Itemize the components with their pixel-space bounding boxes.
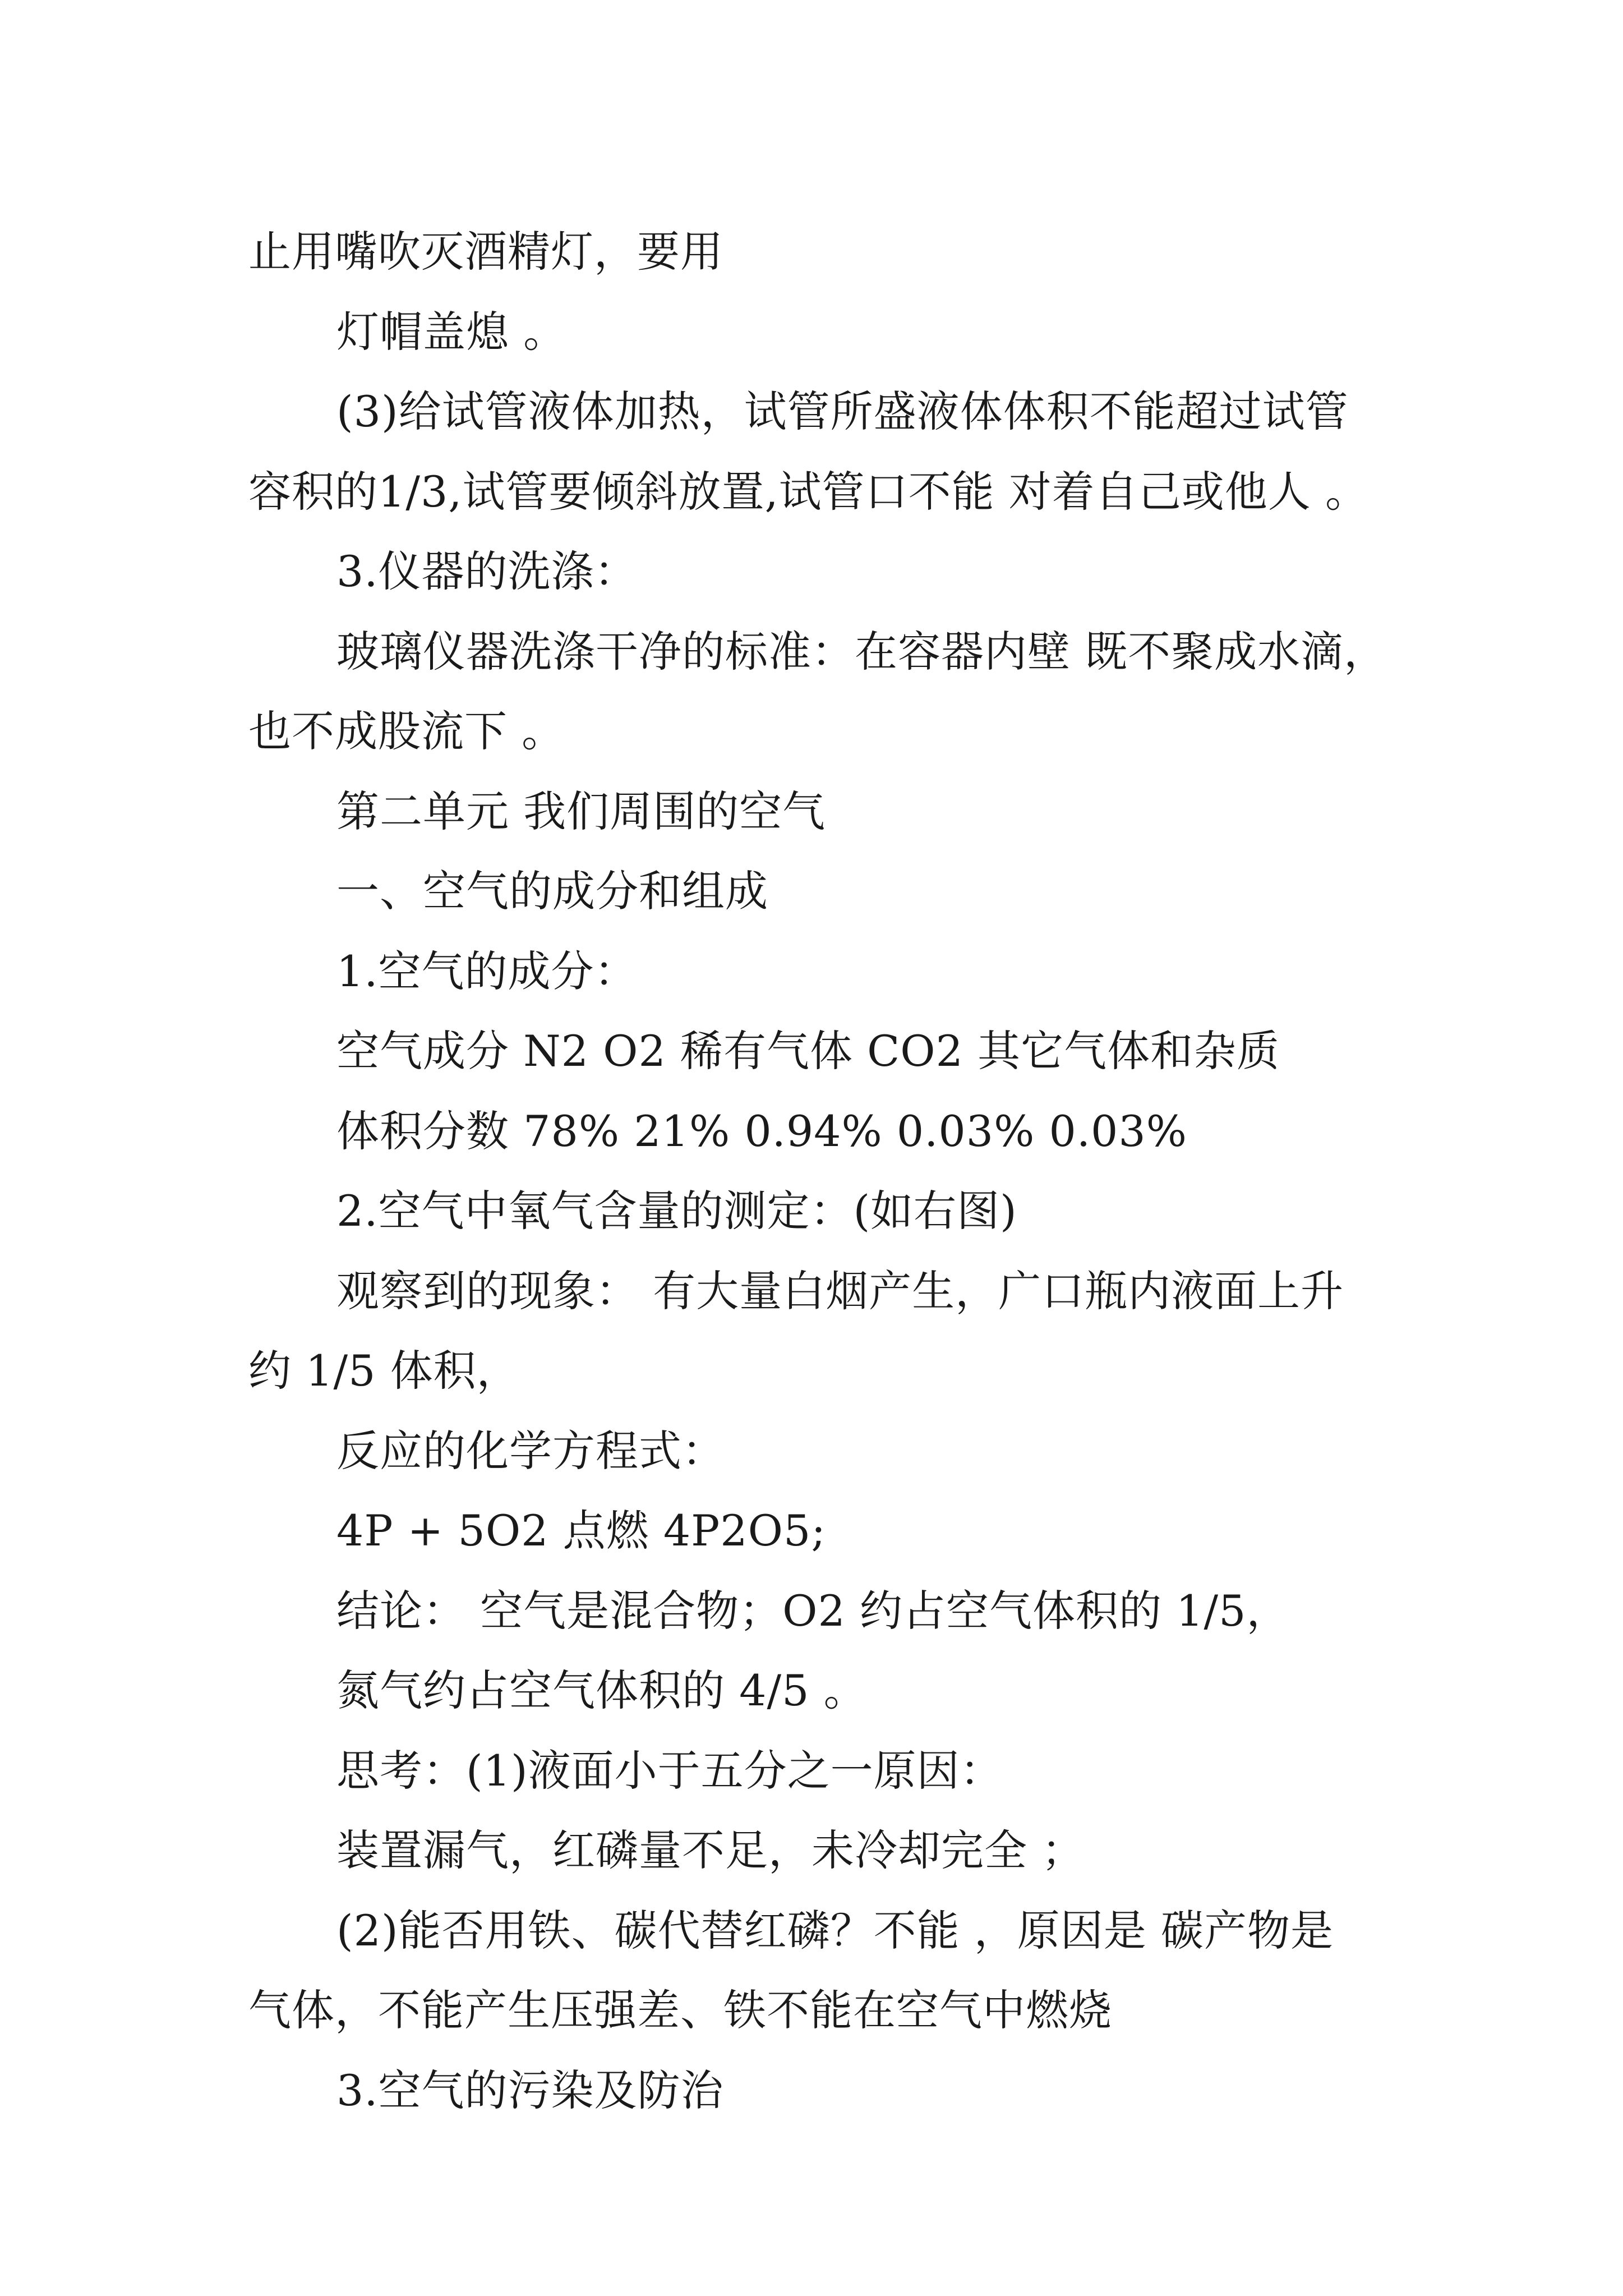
- text-line-14: 观察到的现象： 有大量白烟产生，广口瓶内液面上升: [336, 1266, 1344, 1316]
- subsection-heading-air-components: 1.空气的成分：: [336, 946, 638, 996]
- text-line-3: (3)给试管液体加热，试管所盛液体体积不能超过试管: [336, 386, 1349, 436]
- text-line-16: 反应的化学方程式：: [336, 1425, 725, 1476]
- text-line-1: 止用嘴吹灭酒精灯，要用: [248, 227, 723, 277]
- chemical-equation: 4P + 5O2 点燃 4P2O5;: [336, 1506, 826, 1556]
- text-line-4: 容积的1/3,试管要倾斜放置,试管口不能 对着自己或他人 。: [248, 466, 1368, 517]
- text-line-2: 灯帽盖熄 。: [336, 306, 567, 357]
- text-line-22: (2)能否用铁、碳代替红磷？不能 ，原因是 碳产物是: [336, 1905, 1334, 1955]
- section-heading-air-composition: 一、空气的成分和组成: [336, 866, 768, 916]
- text-line-18: 结论： 空气是混合物；O2 约占空气体积的 1/5，: [336, 1585, 1290, 1636]
- volume-fraction-row: 体积分数 78% 21% 0.94% 0.03% 0.03%: [336, 1106, 1187, 1156]
- text-line-7: 也不成股流下 。: [248, 706, 565, 756]
- text-line-6: 玻璃仪器洗涤干净的标准：在容器内壁 既不聚成水滴，: [336, 626, 1387, 677]
- text-line-20: 思考：(1)液面小于五分之一原因：: [336, 1745, 1003, 1796]
- section-heading-glassware-washing: 3.仪器的洗涤：: [336, 546, 638, 596]
- subsection-heading-oxygen-measurement: 2.空气中氧气含量的测定：(如右图): [336, 1186, 1017, 1236]
- document-body: [248, 212, 1387, 2131]
- text-line-19: 氮气约占空气体积的 4/5 。: [336, 1665, 867, 1715]
- text-line-23: 气体，不能产生压强差、铁不能在空气中燃烧: [248, 1985, 1112, 2035]
- subsection-heading-air-pollution: 3.空气的污染及防治: [336, 2065, 724, 2115]
- text-line-15: 约 1/5 体积，: [248, 1346, 520, 1396]
- unit-heading: 第二单元 我们周围的空气: [336, 786, 826, 836]
- text-line-21: 装置漏气，红磷量不足，未冷却完全 ；: [336, 1825, 1085, 1875]
- components-row: 空气成分 N2 O2 稀有气体 CO2 其它气体和杂质: [336, 1026, 1280, 1076]
